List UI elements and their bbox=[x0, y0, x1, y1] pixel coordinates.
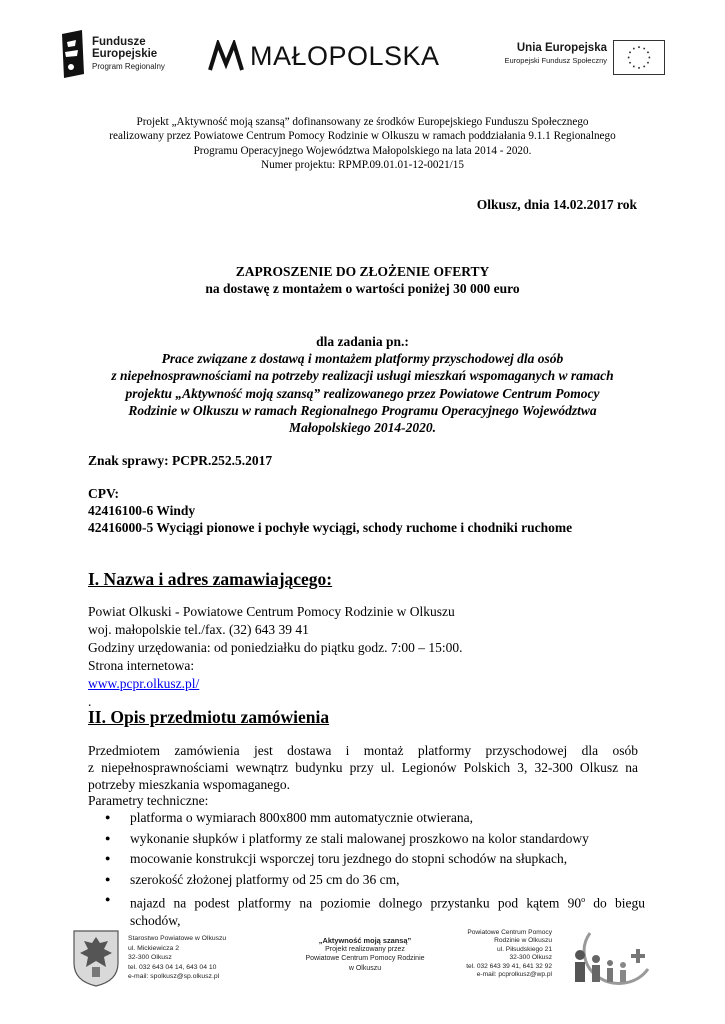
website-link[interactable]: www.pcpr.olkusz.pl/ bbox=[88, 676, 200, 691]
eu-star-icon bbox=[643, 66, 645, 68]
section1-heading: I. Nazwa i adres zamawiającego: bbox=[88, 569, 333, 589]
fe-flag-icon bbox=[60, 30, 86, 78]
contractor-phone: woj. małopolskie tel./fax. (32) 643 39 41 bbox=[88, 622, 309, 637]
title-line1: ZAPROSZENIE DO ZŁOŻENIE OFERTY bbox=[235, 264, 490, 279]
task-description bbox=[40, 333, 685, 436]
footer-line: Rodzinie w Olkuszu bbox=[494, 937, 552, 945]
eu-star-icon bbox=[629, 62, 631, 64]
cpv-code: 42416100-6 Windy bbox=[88, 503, 196, 518]
fe-logo-line3: Program Regionalny bbox=[92, 62, 165, 71]
list-item-text-part: najazd na podest platformy na poziomie dolnego przystanku pod kątem 90 bbox=[130, 895, 582, 911]
eu-star-icon bbox=[647, 51, 649, 53]
fe-logo-line1: Fundusze bbox=[92, 36, 146, 48]
footer-line: e-mail: spolkusz@sp.olkusz.pl bbox=[128, 973, 220, 981]
footer-line: Projekt realizowany przez bbox=[325, 946, 405, 954]
document-date: Olkusz, dnia 14.02.2017 rok bbox=[476, 197, 637, 212]
footer-line: w Olkuszu bbox=[348, 964, 382, 972]
ue-logo-line2: Europejski Fundusz Społeczny bbox=[504, 56, 607, 65]
paragraph-line: z niepełnosprawnościami wewnątrz budynku przy ul. Legionów Polskich 3, 32-300 Olkusz na bbox=[88, 760, 638, 775]
list-item bbox=[105, 809, 645, 826]
unia-europejska-logo bbox=[490, 40, 665, 76]
website-label: Strona internetowa: bbox=[88, 658, 195, 673]
paragraph-line: Przedmiotem zamówienia jest dostawa i montaż platformy przyschodowej dla osób bbox=[88, 743, 638, 758]
footer-line: tel. 032 643 04 14, 643 04 10 bbox=[128, 963, 217, 971]
task-line: Rodzinie w Olkuszu w ramach Regionalnego Programu Operacyjnego Województwa bbox=[128, 402, 597, 418]
footer-line: 32-300 Olkusz bbox=[509, 954, 552, 962]
website-line bbox=[88, 657, 463, 711]
malopolska-logo-text: MAŁOPOLSKA bbox=[250, 41, 440, 71]
eu-star-icon bbox=[629, 51, 631, 53]
eu-star-icon bbox=[647, 62, 649, 64]
eu-star-icon bbox=[633, 48, 635, 50]
cpv-block bbox=[88, 485, 572, 536]
footer-line: 32-300 Olkusz bbox=[128, 954, 172, 962]
ue-logo-line1: Unia Europejska bbox=[516, 42, 607, 54]
section1-body bbox=[88, 603, 463, 711]
project-info bbox=[40, 115, 685, 172]
footer-starostwo bbox=[128, 934, 226, 982]
list-item-text bbox=[130, 891, 645, 912]
list-item bbox=[105, 871, 645, 888]
task-line: Małopolskiego 2014-2020. bbox=[289, 420, 436, 436]
footer-line: ul. Mickiewicza 2 bbox=[128, 944, 179, 952]
malopolska-logo bbox=[208, 38, 463, 76]
task-label: dla zadania pn.: bbox=[316, 334, 409, 349]
fundusze-europejskie-logo bbox=[60, 30, 190, 78]
footer-pcpr bbox=[445, 929, 552, 979]
footer-project-title: „Aktywność moją szansą” bbox=[318, 936, 412, 945]
cpv-label: CPV: bbox=[88, 486, 120, 501]
footer-line: Powiatowe Centrum Pomocy bbox=[467, 929, 552, 936]
footer-line: Powiatowe Centrum Pomocy Rodzinie bbox=[305, 955, 425, 963]
olkusz-county-crest-icon bbox=[72, 929, 120, 987]
footer-line: e-mail: pcprolkusz@wp.pl bbox=[476, 971, 552, 979]
title-line2: na dostawę z montażem o wartości poniżej 30 000 euro bbox=[205, 281, 520, 296]
list-item-text: szerokość złożonej platformy od 25 cm do 36 cm, bbox=[130, 871, 400, 887]
list-item-text-continued: schodów, bbox=[130, 912, 181, 928]
task-line: z niepełnosprawnościami na potrzeby realizacji usługi mieszkań wspomaganych w ramach bbox=[111, 368, 614, 384]
eu-star-icon bbox=[648, 57, 650, 59]
eu-star-icon bbox=[643, 48, 645, 50]
footer-line: tel. 032 643 39 41, 641 32 92 bbox=[466, 962, 552, 970]
list-item bbox=[105, 850, 645, 867]
list-item-text: platforma o wymiarach 800x800 mm automatycznie otwierana, bbox=[130, 810, 474, 825]
project-info-line: Numer projektu: RPMP.09.01.01-12-0021/15 bbox=[261, 158, 464, 171]
eu-star-icon bbox=[638, 46, 640, 48]
list-item bbox=[105, 891, 645, 929]
case-number: Znak sprawy: PCPR.252.5.2017 bbox=[88, 453, 273, 468]
eu-star-icon bbox=[638, 67, 640, 69]
pcpr-family-logo-icon bbox=[560, 929, 660, 987]
section2-heading: II. Opis przedmiotu zamówienia bbox=[88, 707, 330, 727]
office-hours: Godziny urzędowania: od poniedziałku do piątku godz. 7:00 – 15:00. bbox=[88, 640, 463, 655]
list-item-text-part: do biegu bbox=[585, 895, 646, 911]
fe-logo-line2: Europejskie bbox=[92, 48, 158, 60]
section2-paragraph bbox=[88, 742, 638, 793]
eu-star-icon bbox=[633, 66, 635, 68]
task-line: Prace związane z dostawą i montażem platformy przyschodowej dla osób bbox=[161, 351, 564, 367]
footer-line: ul. Piłsudskiego 21 bbox=[497, 945, 552, 953]
malopolska-mark-icon bbox=[208, 40, 244, 72]
website-suffix: . bbox=[88, 694, 92, 709]
task-line: projektu „Aktywność moją szansą” realizowanego przez Powiatowe Centrum Pomocy bbox=[125, 385, 600, 401]
footer-project bbox=[290, 936, 440, 973]
cpv-code: 42416000-5 Wyciągi pionowe i pochyłe wyciągi, schody ruchome i chodniki ruchome bbox=[88, 520, 573, 535]
params-label: Parametry techniczne: bbox=[88, 793, 209, 808]
project-info-line: Programu Operacyjnego Województwa Małopolskiego na lata 2014 - 2020. bbox=[193, 144, 532, 157]
document-title bbox=[40, 263, 685, 297]
contractor-name: Powiat Olkuski - Powiatowe Centrum Pomocy Rodzinie w Olkuszu bbox=[88, 604, 455, 619]
list-item-text: mocowanie konstrukcji wsporczej toru jezdnego do stopni schodów na słupkach, bbox=[130, 851, 568, 867]
list-item-text: wykonanie słupków i platformy ze stali malowanej proszkowo na kolor standardowy bbox=[130, 830, 589, 846]
technical-params-list bbox=[105, 809, 645, 932]
eu-flag-icon bbox=[613, 40, 665, 75]
project-info-line: Projekt „Aktywność moją szansą” dofinansowany ze środków Europejskiego Funduszu Społecznego bbox=[136, 116, 589, 128]
project-info-line: realizowany przez Powiatowe Centrum Pomocy Rodzinie w Olkuszu w ramach poddziałania 9.1.1 Regionalnego bbox=[109, 130, 616, 143]
list-item bbox=[105, 830, 645, 847]
paragraph-line: potrzeby mieszkania wspomaganego. bbox=[88, 777, 291, 792]
degree-superscript: o bbox=[581, 895, 586, 905]
eu-star-icon bbox=[628, 57, 630, 59]
footer-line: Starostwo Powiatowe w Olkuszu bbox=[128, 935, 227, 942]
